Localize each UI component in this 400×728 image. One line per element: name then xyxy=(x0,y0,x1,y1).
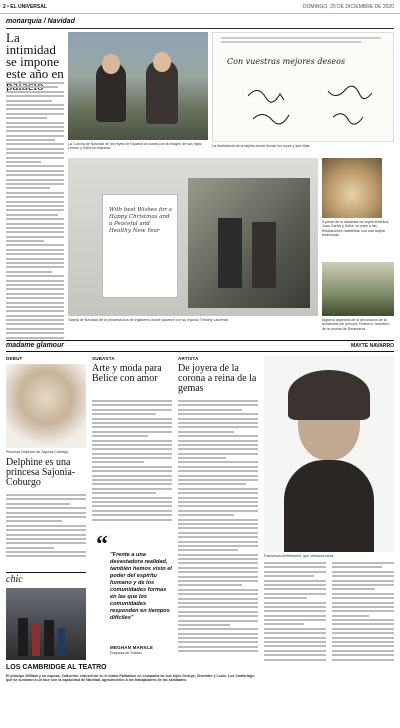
glamour-title: madame glamour xyxy=(6,342,64,349)
candles-caption: A pesar de la distancia los reyes eméritos, Juan Carlos y Sofía, se unen a las felicitaciones navideñas con una tarjeta tradicional. xyxy=(322,220,390,238)
page-header xyxy=(0,0,400,14)
glamour-author: MAYTE NAVARRO xyxy=(351,343,394,349)
col4-text-b xyxy=(332,562,394,672)
page-date: DOMINGO, 20 DE DICIEMBRE DE 2020 xyxy=(302,4,394,10)
anne-caption: Tarjeta de Navidad de la princesa Ana de Inglaterra donde aparece con su esposo Timothy Laurence. xyxy=(68,318,230,322)
portrait-hair xyxy=(288,370,370,420)
cambridge-photo xyxy=(6,588,86,660)
col1-label: DEBUT xyxy=(6,356,23,361)
family-photo xyxy=(68,32,208,140)
chic-rule xyxy=(6,572,86,573)
quote-author: MEGHAN MARKLE xyxy=(110,645,154,650)
girl-face-right xyxy=(153,52,171,72)
col2-text xyxy=(92,400,172,530)
chic-headline: LOS CAMBRIDGE AL TEATRO xyxy=(6,664,107,671)
col4-text-a xyxy=(264,562,326,672)
figure-2 xyxy=(32,624,40,656)
delphine-photo xyxy=(6,364,86,448)
christmas-card xyxy=(212,32,394,142)
col1-caption: Princesa Delphine de Sajonia-Coburgo. xyxy=(6,450,70,454)
col2-label: SUBASTA xyxy=(92,356,115,361)
person-figure-1 xyxy=(218,218,242,288)
col2-headline: Arte y moda para Belice con amor xyxy=(92,363,162,384)
francesca-photo xyxy=(264,356,394,552)
card-panel xyxy=(102,194,178,298)
figure-1 xyxy=(18,618,28,656)
person-figure-2 xyxy=(252,222,276,288)
section-rule xyxy=(6,28,394,29)
portrait-clothing xyxy=(284,460,374,552)
princess-anne-card xyxy=(68,158,318,316)
section-label: monarquía / Navidad xyxy=(6,18,75,25)
quote-mark-icon: “ xyxy=(96,532,108,558)
card-caption: La dedicatoria de la tarjeta donde firman los reyes y sus hijas. xyxy=(212,144,311,148)
figure-4 xyxy=(58,628,65,656)
candles-photo xyxy=(322,158,382,218)
top-headline: La intimidad se impone este año en xyxy=(6,30,64,81)
chic-text: El príncipe William y su esposa, Catherine, estuvieron en el teatro Palladium en compañía de sus hijos George, Charlotte y Louis. Los Cambridge, que se sumaron a un tour con la capacidad de Navidad, agradecieron a los trabajadores de las sanidades. xyxy=(6,674,256,683)
col4-caption: Francesca Amfitheatrof, que creadora reina. xyxy=(264,554,335,558)
col3-headline: De joyera de la corona a reina de la gemas xyxy=(178,363,257,394)
signatures-graphic xyxy=(243,81,383,131)
col3-label: ARTISTA xyxy=(178,356,199,361)
page-info: 2 • EL UNIVERSAL xyxy=(3,4,47,10)
anne-photo xyxy=(188,178,310,308)
glamour-banner xyxy=(6,340,394,352)
chic-label: chic xyxy=(6,574,23,585)
quote-author-role: Duquesa de Sussex xyxy=(110,651,143,655)
card-script-text: Con vuestras mejores deseos xyxy=(227,57,346,66)
col1-headline: Delphine es una princesa Sajonia-Coburgo xyxy=(6,457,76,488)
wreath-caption: Algunos aspectos de la decoración de la residencia del príncipe Federico, heredero de la corona de Dinamarca. xyxy=(322,318,390,331)
card-script-greeting: With best Wishes for a Happy Christmas and a Peaceful and Healthy New Year xyxy=(109,207,172,234)
top-article-text xyxy=(6,82,64,347)
col1-text xyxy=(6,494,86,564)
wreath-photo xyxy=(322,262,394,316)
family-caption: La Corona de Navidad de los reyes de España se ilustra con la imagen de sus hijas Leonor y Sofía en Asturias. xyxy=(68,142,202,151)
pull-quote: "Frente a una devastadora realidad, también hemos visto el poder del espíritu humano y de los comunidades formas en las que los comunidades responden en tiempos difíciles" xyxy=(110,552,172,621)
figure-3 xyxy=(44,620,54,656)
col3-text xyxy=(178,400,258,660)
girl-face-left xyxy=(102,54,120,74)
